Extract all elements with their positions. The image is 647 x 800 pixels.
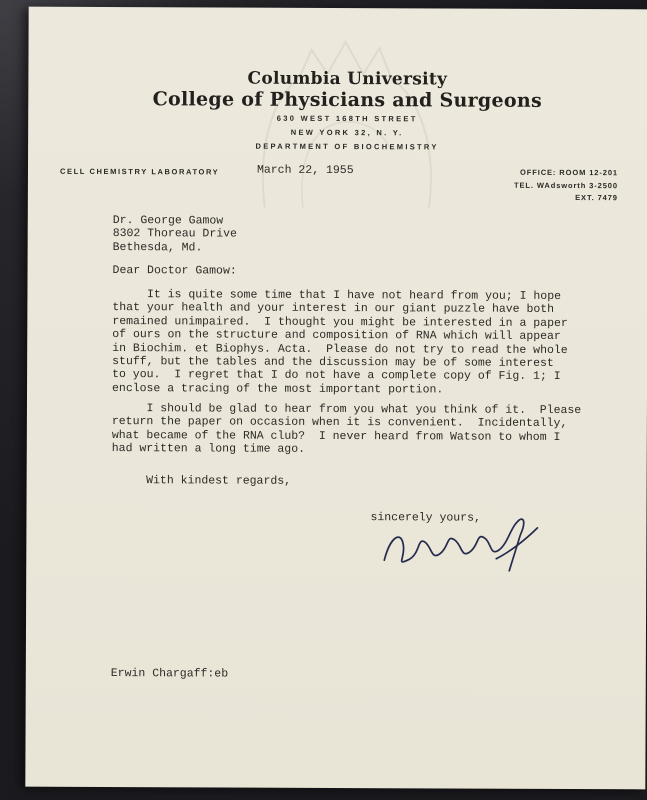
letterhead-school: College of Physicians and Surgeons	[152, 88, 543, 112]
letterhead-extension: EXT. 7479	[575, 193, 618, 203]
letterhead-contact-block	[514, 167, 618, 205]
letter-date: March 22, 1955	[256, 163, 354, 178]
closing-line: With kindest regards,	[111, 474, 292, 488]
letterhead-institution: Columbia University	[247, 68, 448, 90]
letterhead	[47, 7, 647, 152]
letter-paper	[25, 7, 647, 790]
letterhead-office: OFFICE: ROOM 12-201	[520, 167, 619, 178]
letterhead-city: NEW YORK 32, N. Y.	[290, 127, 404, 138]
recipient-address: Dr. George Gamow 8302 Thoreau Drive Bethesda, Md.	[112, 214, 237, 255]
letterhead-telephone: TEL. WAdsworth 3-2500	[513, 180, 618, 190]
letterhead-department: DEPARTMENT OF BIOCHEMISTRY	[255, 141, 439, 152]
letterhead-street: 630 WEST 168TH STREET	[276, 113, 418, 124]
valediction: sincerely yours,	[370, 511, 481, 525]
body-paragraph-2: I should be glad to hear from you what you think of it. Please return the paper on occasion when it is convenient. Incidentally, what became of the RNA club? I never heard from Watson to whom I had written a long time ago.	[111, 402, 582, 457]
typist-reference-line: Erwin Chargaff:eb	[110, 667, 229, 681]
body-paragraph-1: It is quite some time that I have not heard from you; I hope that your health and your interest in our giant puzzle have both remained unimpaired. I thought you might be interested in a paper of ours on the structure and composition of RNA which will appear in Biochim. et Biophys. Acta. Please do not try to read the whole stuff, but the tables and the discussion may be of some interest to you. I regret that I do not have a complete copy of Fig. 1; I enclose a tracing of the most important portion.	[112, 288, 568, 397]
chargaff-signature	[378, 514, 543, 587]
salutation: Dear Doctor Gamow:	[112, 264, 237, 278]
letterhead-laboratory: CELL CHEMISTRY LABORATORY	[59, 166, 220, 177]
